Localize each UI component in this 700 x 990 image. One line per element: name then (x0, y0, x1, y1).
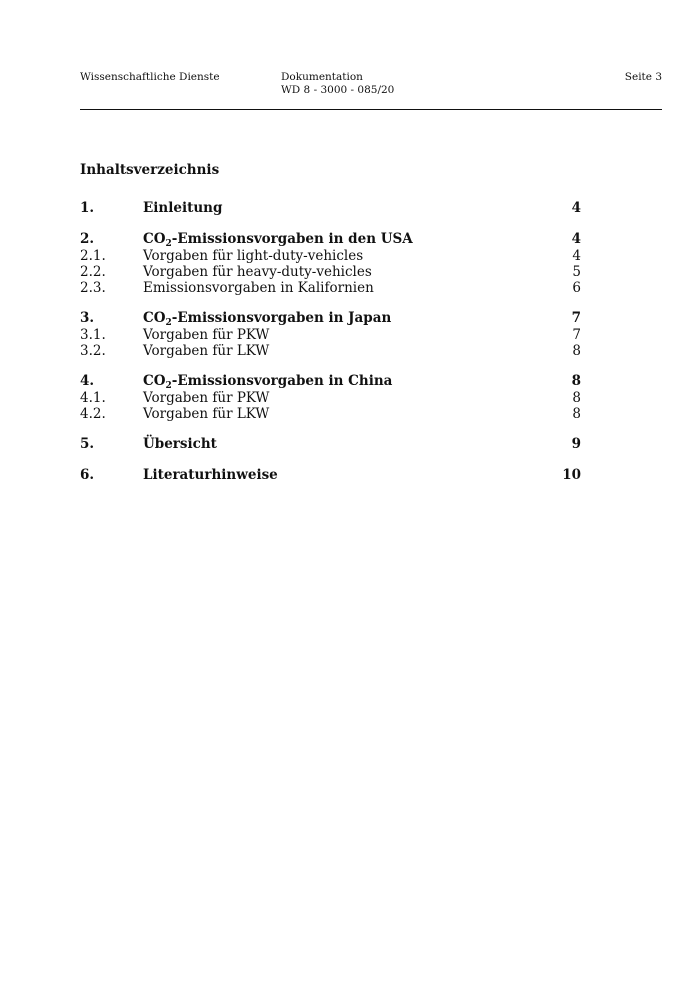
toc-entry-page: 4 (572, 248, 581, 264)
toc-entry-page: 10 (562, 467, 581, 483)
toc-entry[interactable] (80, 231, 581, 248)
toc-entry-page: 8 (572, 390, 581, 406)
toc-section-2 (80, 231, 581, 296)
toc-entry-page: 4 (571, 231, 581, 247)
header-divider (80, 109, 662, 110)
toc-entry-label: Vorgaben für heavy-duty-vehicles (143, 264, 372, 280)
toc-entry-label: Vorgaben für LKW (143, 343, 270, 359)
toc-entry-page: 7 (571, 310, 581, 326)
toc-entry-number: 3. (80, 310, 95, 326)
header-document-info (281, 71, 394, 97)
toc-section-6 (80, 467, 581, 484)
toc-subentry[interactable] (80, 343, 581, 359)
toc-entry-number: 6. (80, 467, 95, 483)
toc-subentry[interactable] (80, 406, 581, 422)
toc-subentry[interactable] (80, 327, 581, 343)
toc-entry[interactable] (80, 200, 581, 217)
toc-entry-number: 5. (80, 436, 95, 452)
table-of-contents (80, 200, 581, 498)
header-page-number: Seite 3 (624, 71, 662, 83)
toc-entry-page: 8 (572, 343, 581, 359)
toc-entry-page: 7 (572, 327, 581, 343)
toc-entry[interactable] (80, 467, 581, 484)
co2-prefix: CO (143, 310, 166, 326)
toc-entry-number: 1. (80, 200, 95, 216)
toc-section-1 (80, 200, 581, 217)
toc-entry-number: 2. (80, 231, 95, 247)
header-doc-type: Dokumentation (281, 71, 363, 83)
toc-entry-page: 8 (572, 406, 581, 422)
header-doc-number: WD 8 - 3000 - 085/20 (281, 84, 395, 96)
toc-entry-label: Vorgaben für LKW (143, 406, 270, 422)
toc-entry[interactable] (80, 436, 581, 453)
toc-entry[interactable] (80, 310, 581, 327)
toc-entry-label: Literaturhinweise (143, 467, 278, 483)
co2-prefix: CO (143, 231, 166, 247)
label-suffix: -Emissionsvorgaben in den USA (171, 231, 413, 247)
toc-entry-label: Übersicht (143, 436, 217, 452)
header-institution: Wissenschaftliche Dienste (80, 71, 220, 83)
toc-entry-label: Vorgaben für PKW (143, 390, 270, 406)
toc-entry-page: 4 (571, 200, 581, 216)
page-header (80, 71, 662, 105)
toc-section-5 (80, 436, 581, 453)
toc-entry-number: 3.2. (80, 343, 106, 359)
toc-entry-label: Emissionsvorgaben in Kalifornien (143, 280, 374, 296)
toc-entry-number: 2.2. (80, 264, 106, 280)
toc-entry-label: Vorgaben für PKW (143, 327, 270, 343)
toc-subentry[interactable] (80, 390, 581, 406)
toc-entry-page: 8 (571, 373, 581, 389)
toc-title: Inhaltsverzeichnis (80, 162, 220, 178)
toc-entry-label: Vorgaben für light-duty-vehicles (143, 248, 364, 264)
toc-subentry[interactable] (80, 264, 581, 280)
toc-entry-number: 3.1. (80, 327, 106, 343)
toc-entry-number: 4.1. (80, 390, 106, 406)
co2-subscript: 2 (165, 318, 172, 328)
co2-subscript: 2 (165, 239, 172, 249)
toc-section-3 (80, 310, 581, 359)
toc-subentry[interactable] (80, 280, 581, 296)
toc-entry-number: 2.1. (80, 248, 106, 264)
toc-section-4 (80, 373, 581, 422)
toc-entry-number: 2.3. (80, 280, 106, 296)
toc-entry-label: Einleitung (143, 200, 223, 216)
co2-prefix: CO (143, 373, 166, 389)
label-suffix: -Emissionsvorgaben in Japan (171, 310, 392, 326)
toc-subentry[interactable] (80, 248, 581, 264)
label-suffix: -Emissionsvorgaben in China (171, 373, 393, 389)
toc-entry-number: 4. (80, 373, 95, 389)
toc-entry-page: 6 (572, 280, 581, 296)
co2-subscript: 2 (165, 381, 172, 391)
toc-entry-number: 4.2. (80, 406, 106, 422)
toc-entry-page: 5 (572, 264, 581, 280)
toc-entry[interactable] (80, 373, 581, 390)
toc-entry-page: 9 (571, 436, 581, 452)
